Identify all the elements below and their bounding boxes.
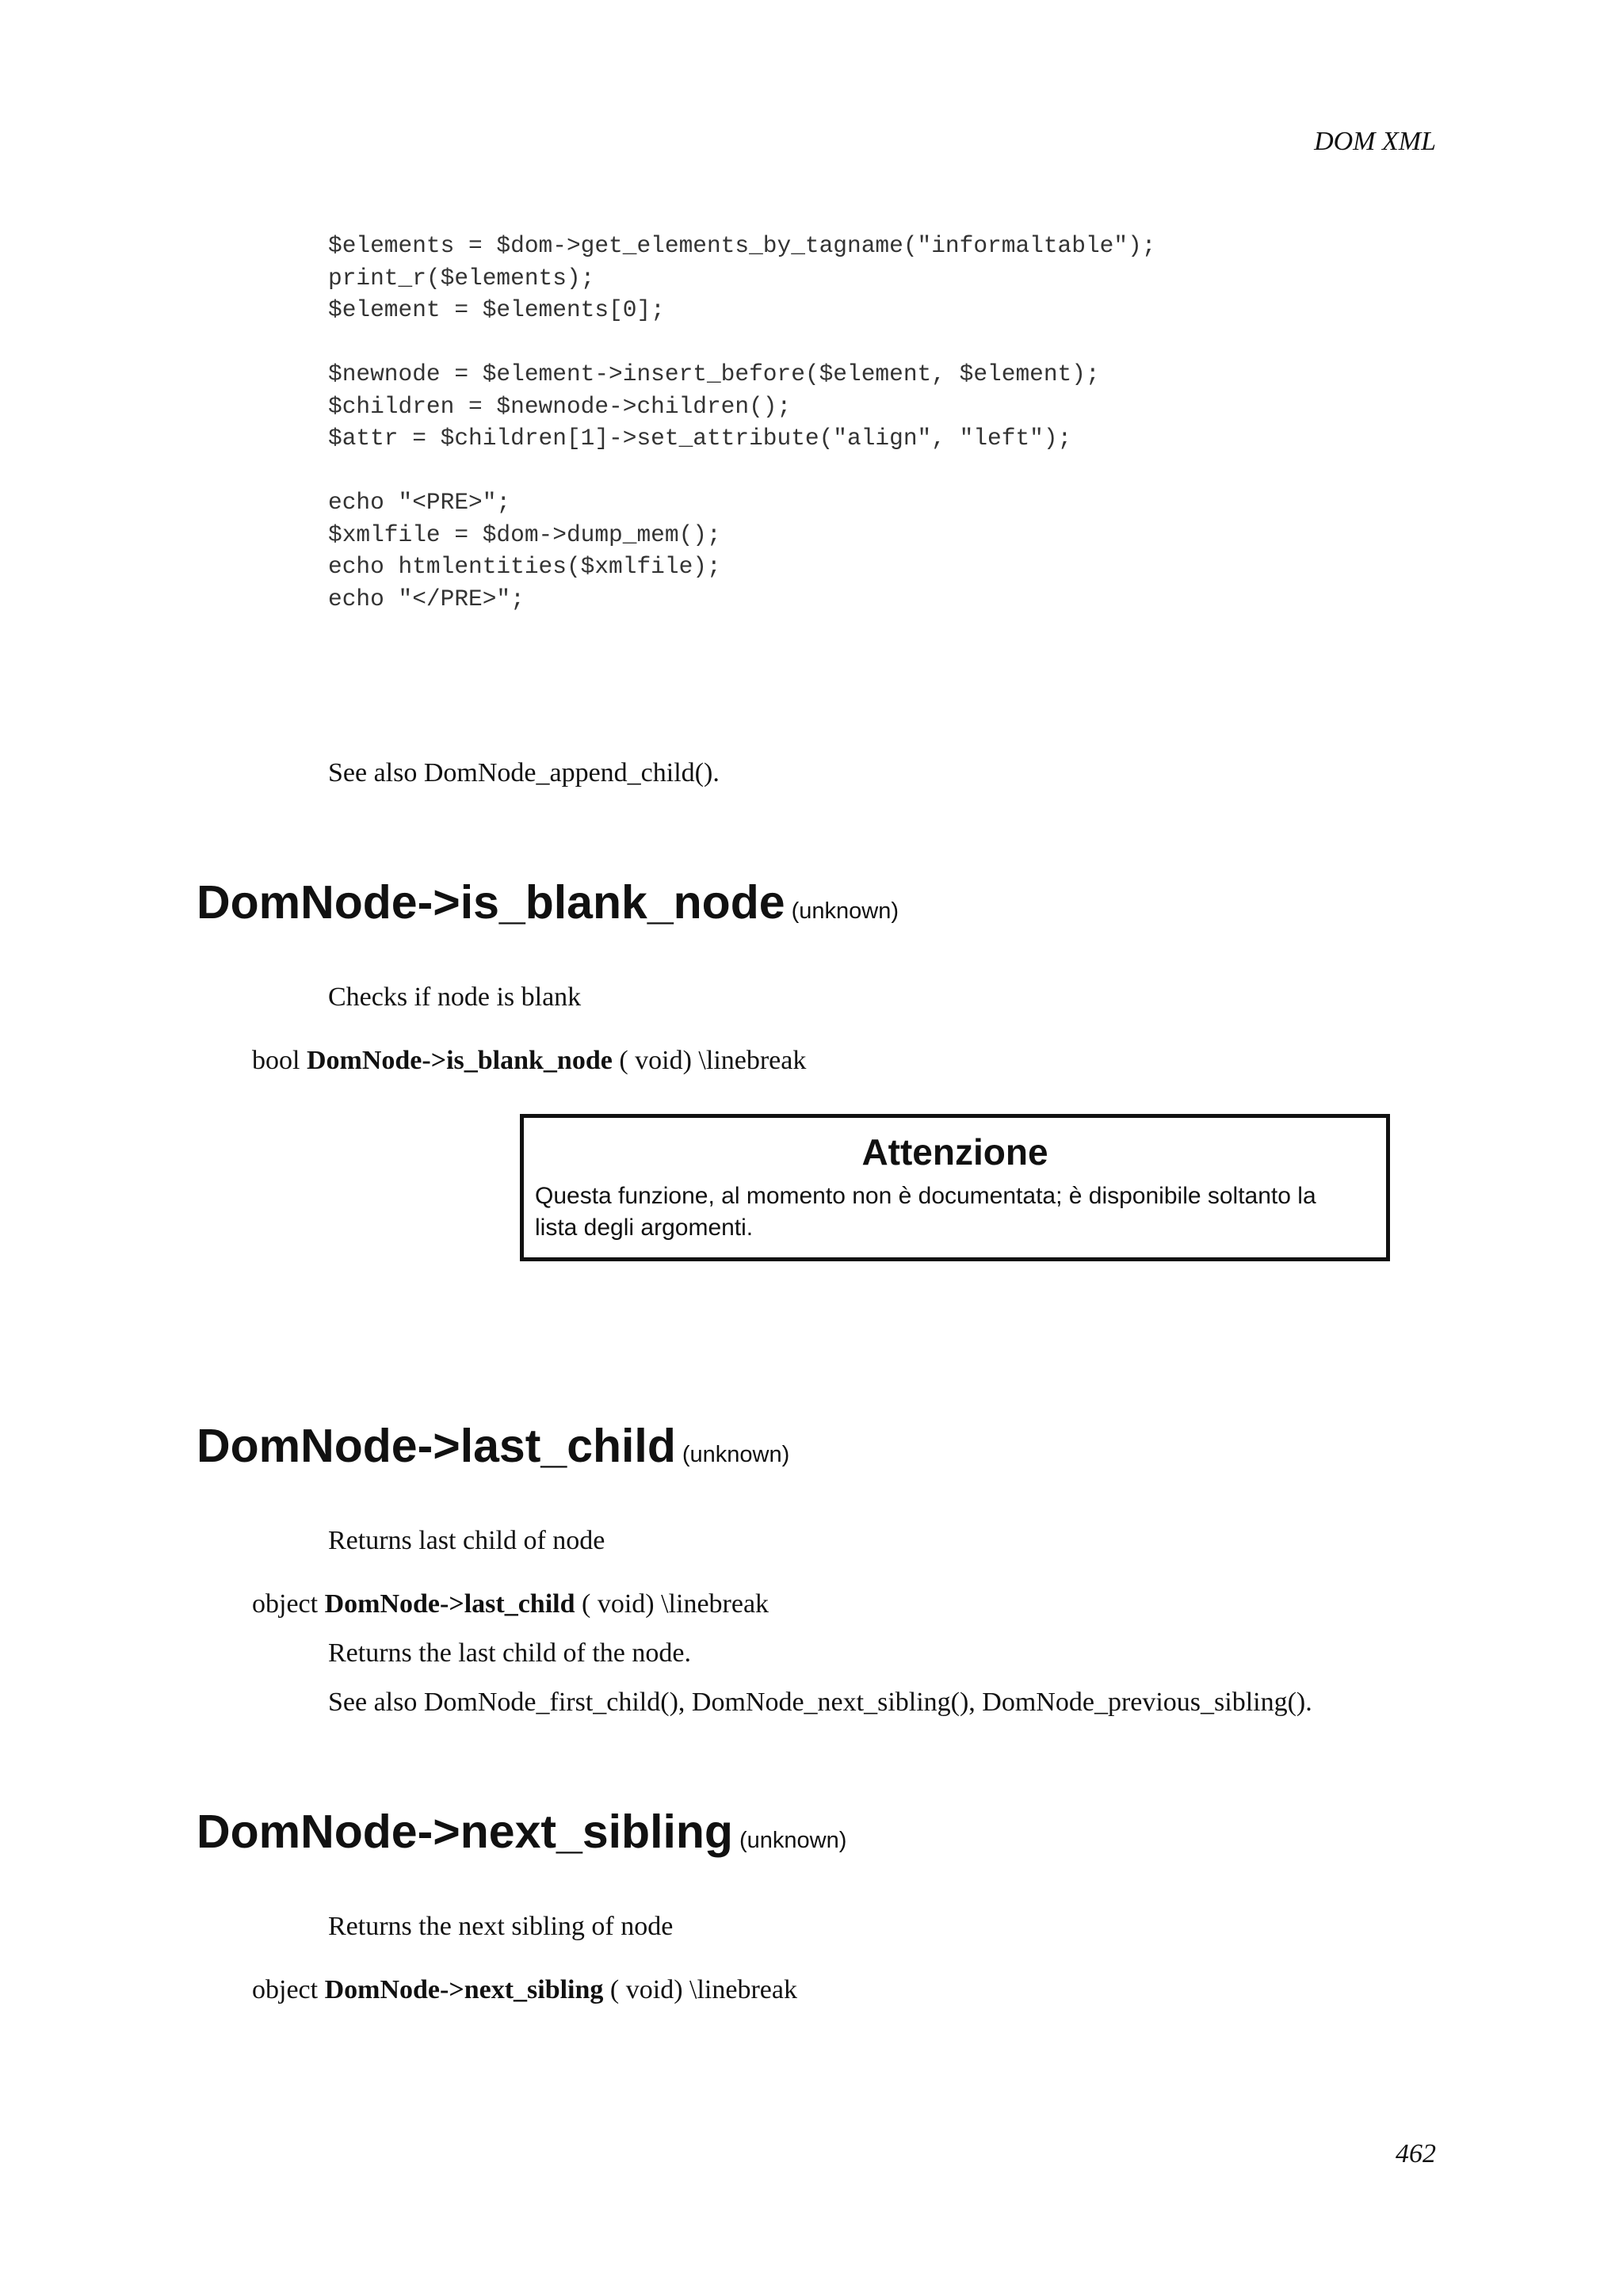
section-heading-last-child	[197, 1420, 790, 1472]
code-line: $elements = $dom->get_elements_by_tagname("informaltable");	[328, 232, 1156, 259]
section-title: DomNode->is_blank_node	[197, 876, 785, 929]
function-name: DomNode->last_child	[324, 1589, 575, 1619]
code-line: $newnode = $element->insert_before($element, $element);	[328, 360, 1100, 387]
section-description: Returns the next sibling of node	[328, 1912, 674, 1941]
warning-box	[520, 1114, 1390, 1261]
code-line	[328, 455, 1155, 487]
code-line	[328, 326, 1155, 359]
section-description: Checks if node is blank	[328, 982, 582, 1012]
function-signature	[252, 1589, 769, 1619]
section-description: Returns last child of node	[328, 1526, 605, 1555]
section-title: DomNode->last_child	[197, 1420, 676, 1472]
section-version: (unknown)	[791, 898, 899, 924]
section-title: DomNode->next_sibling	[197, 1806, 733, 1858]
code-line: $attr = $children[1]->set_attribute("align", "left");	[328, 425, 1072, 452]
code-example	[328, 230, 1155, 615]
section-heading-next-sibling	[197, 1806, 847, 1858]
running-header: DOM XML	[1314, 127, 1436, 156]
warning-body-line: Questa funzione, al momento non è documentata; è disponibile soltanto la	[535, 1182, 1316, 1209]
function-signature	[252, 1975, 797, 2005]
code-line: echo "</PRE>";	[328, 585, 525, 612]
code-line: echo "<PRE>";	[328, 489, 511, 516]
return-type: object	[252, 1975, 319, 2004]
warning-body	[535, 1180, 1375, 1244]
function-name: DomNode->next_sibling	[324, 1975, 604, 2004]
section-heading-is-blank-node	[197, 876, 899, 929]
section-version: (unknown)	[682, 1442, 790, 1467]
see-also-append-child: See also DomNode_append_child().	[328, 758, 720, 788]
function-signature	[252, 1046, 806, 1076]
section-body: Returns the last child of the node.	[328, 1638, 691, 1668]
function-name: DomNode->is_blank_node	[306, 1046, 613, 1075]
code-line: $xmlfile = $dom->dump_mem();	[328, 521, 721, 548]
return-type: object	[252, 1589, 319, 1619]
code-line: $element = $elements[0];	[328, 296, 665, 323]
section-see-also: See also DomNode_first_child(), DomNode_next_sibling(), DomNode_previous_sibling().	[328, 1688, 1312, 1717]
return-type: bool	[252, 1046, 300, 1075]
function-args: ( void) \linebreak	[582, 1589, 769, 1619]
function-args: ( void) \linebreak	[619, 1046, 807, 1075]
code-line: echo htmlentities($xmlfile);	[328, 553, 721, 580]
function-args: ( void) \linebreak	[609, 1975, 797, 2004]
section-version: (unknown)	[739, 1828, 847, 1853]
warning-title: Attenzione	[861, 1131, 1048, 1173]
code-line: print_r($elements);	[328, 264, 595, 292]
code-line: $children = $newnode->children();	[328, 392, 792, 420]
page-number: 462	[1396, 2139, 1436, 2168]
warning-body-line: lista degli argomenti.	[535, 1214, 754, 1241]
